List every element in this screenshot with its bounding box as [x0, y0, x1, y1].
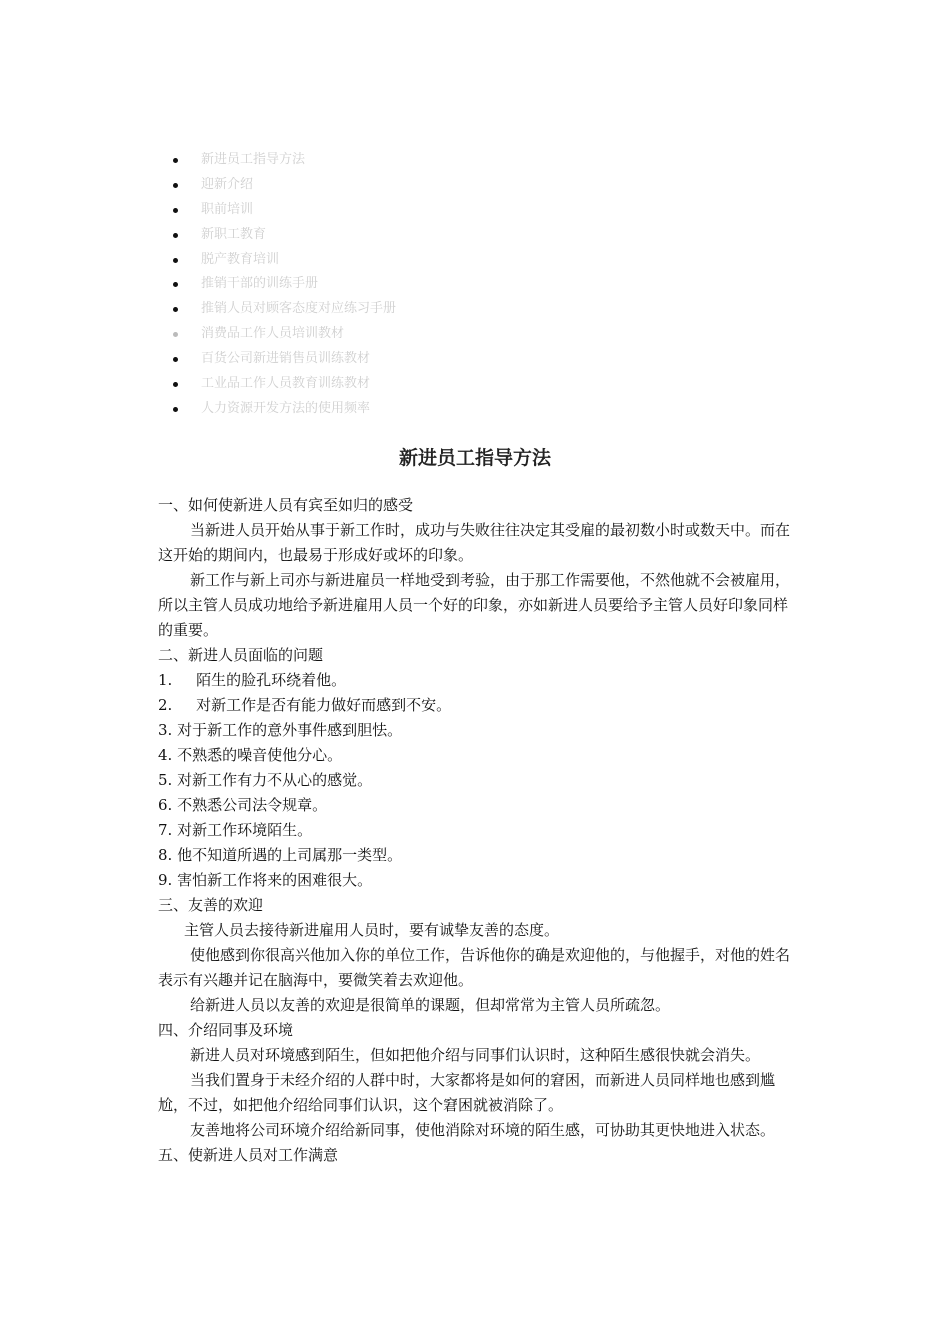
numbered-item: 6. 不熟悉公司法令规章。: [158, 796, 328, 814]
toc-link[interactable]: 推销人员对顾客态度对应练习手册: [201, 301, 397, 317]
bullet-icon: [173, 158, 178, 163]
bullet-icon: [173, 382, 178, 387]
paragraph: 当我们置身于未经介绍的人群中时，大家都将是如何的窘困，而新进人员同样地也感到尴尬，不过，如把他介绍给同事们认识，这个窘困就被消除了。: [158, 1071, 776, 1114]
toc-item[interactable]: [170, 397, 396, 422]
toc-item[interactable]: [170, 173, 396, 198]
bullet-icon: [173, 282, 178, 287]
bullet-icon: [173, 233, 178, 238]
numbered-item: 7. 对新工作环境陌生。: [158, 821, 313, 839]
toc-item[interactable]: [170, 347, 396, 372]
bullet-icon: [173, 208, 178, 213]
numbered-item: 8. 他不知道所遇的上司属那一类型。: [158, 846, 403, 864]
toc-item[interactable]: [170, 248, 396, 273]
paragraph: 给新进人员以友善的欢迎是很简单的课题，但却常常为主管人员所疏忽。: [190, 996, 671, 1014]
numbered-item: 9. 害怕新工作将来的困难很大。: [158, 871, 373, 889]
numbered-item: 1. 陌生的脸孔环绕着他。: [158, 671, 347, 689]
bullet-icon: [173, 357, 178, 362]
toc-link[interactable]: 推销干部的训练手册: [201, 276, 319, 292]
section-heading: 一、如何使新进人员有宾至如归的感受: [158, 496, 414, 514]
toc-link[interactable]: 新进员工指导方法: [201, 152, 306, 167]
toc-link[interactable]: 百货公司新进销售员训练教材: [201, 351, 371, 367]
numbered-item: 3. 对于新工作的意外事件感到胆怯。: [158, 721, 403, 739]
document-title: 新进员工指导方法: [398, 447, 551, 469]
section-heading: 二、新进人员面临的问题: [158, 646, 324, 664]
paragraph: 新进人员对环境感到陌生，但如把他介绍与同事们认识时，这种陌生感很快就会消失。: [190, 1046, 761, 1064]
toc-link[interactable]: 消费品工作人员培训教材: [201, 326, 345, 342]
document-body: [158, 493, 796, 1168]
toc-item[interactable]: [170, 198, 396, 223]
toc-item[interactable]: [170, 272, 396, 297]
bullet-icon: [173, 407, 178, 412]
toc-item[interactable]: [170, 372, 396, 397]
section-heading: 四、介绍同事及环境: [158, 1021, 294, 1039]
toc-item[interactable]: [170, 297, 396, 322]
paragraph: 当新进人员开始从事于新工作时，成功与失败往往决定其受雇的最初数小时或数天中。而在这开始的期间内，也最易于形成好或坏的印象。: [158, 521, 791, 564]
paragraph: 新工作与新上司亦与新进雇员一样地受到考验，由于那工作需要他，不然他就不会被雇用，所以主管人员成功地给予新进雇用人员一个好的印象，亦如新进人员要给予主管人员好印象同样的重要。: [158, 571, 791, 639]
numbered-item: 4. 不熟悉的噪音使他分心。: [158, 746, 343, 764]
toc-link[interactable]: 脱产教育培训: [201, 251, 280, 267]
numbered-item: 5. 对新工作有力不从心的感觉。: [158, 771, 373, 789]
bullet-icon: [173, 307, 178, 312]
toc-link[interactable]: 迎新介绍: [201, 176, 254, 192]
paragraph: 使他感到你很高兴他加入你的单位工作，告诉他你的确是欢迎他的，与他握手，对他的姓名表示有兴趣并记在脑海中，要微笑着去欢迎他。: [158, 946, 791, 989]
numbered-item: 2. 对新工作是否有能力做好而感到不安。: [158, 696, 452, 714]
bullet-icon: [173, 183, 178, 188]
section-heading: 五、使新进人员对工作满意: [158, 1146, 339, 1164]
bullet-icon: [173, 258, 178, 263]
paragraph: 友善地将公司环境介绍给新同事，使他消除对环境的陌生感，可协助其更快地进入状态。: [190, 1121, 776, 1139]
bullet-icon: [173, 332, 178, 337]
toc-item[interactable]: [170, 322, 396, 347]
toc-link[interactable]: 新职工教育: [201, 226, 267, 242]
table-of-contents: [170, 148, 396, 422]
toc-item[interactable]: [170, 223, 396, 248]
toc-item[interactable]: [170, 148, 396, 173]
toc-link[interactable]: 工业品工作人员教育训练教材: [201, 376, 371, 392]
paragraph: 主管人员去接待新进雇用人员时，要有诚挚友善的态度。: [184, 921, 560, 939]
section-heading: 三、友善的欢迎: [158, 896, 264, 914]
toc-link[interactable]: 人力资源开发方法的使用频率: [201, 400, 371, 416]
toc-link[interactable]: 职前培训: [201, 201, 254, 217]
